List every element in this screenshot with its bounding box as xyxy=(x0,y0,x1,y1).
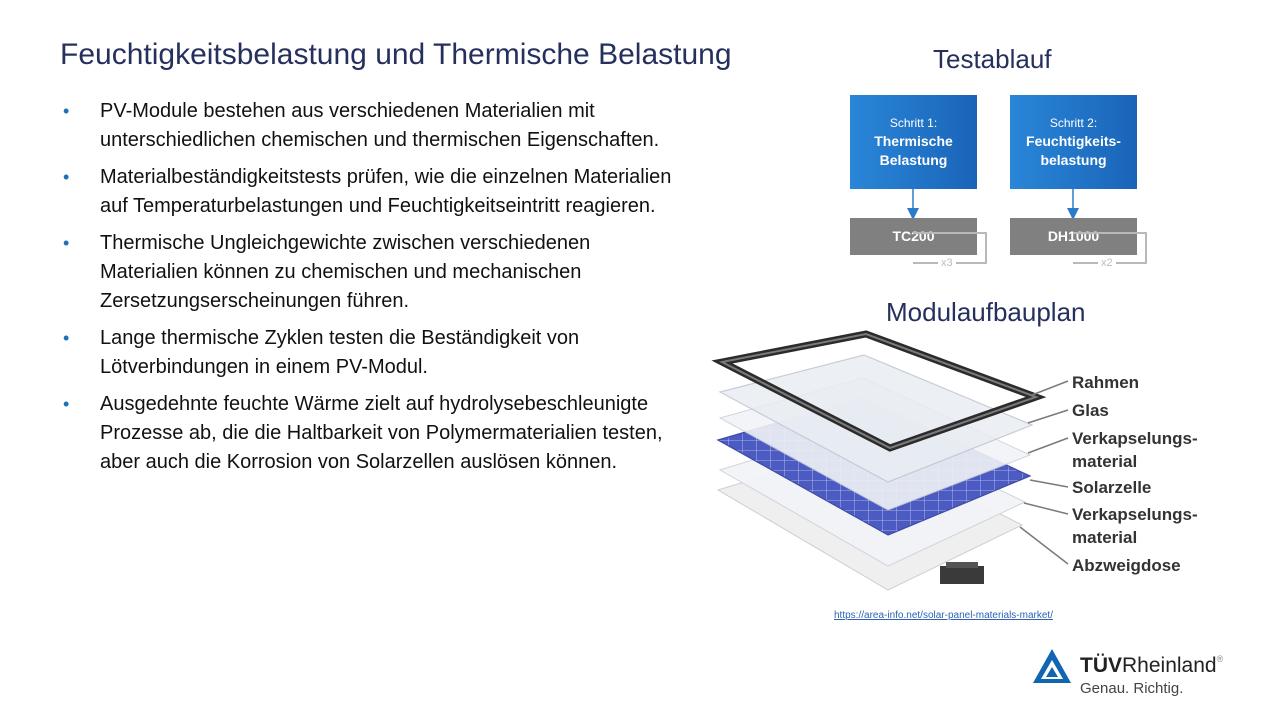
bullet-dot-icon: • xyxy=(63,101,70,121)
step-1-name-line2: Belastung xyxy=(879,152,948,168)
layer-label-encapsulant-lower-1: Verkapselungs- xyxy=(1072,505,1198,524)
bullet-dot-icon: • xyxy=(63,328,70,348)
layer-label-glass: Glas xyxy=(1072,401,1109,420)
layer-label-encapsulant-upper-2: material xyxy=(1072,452,1138,471)
tuv-tagline: Genau. Richtig. xyxy=(1080,680,1184,697)
step-2-name-line2: belastung xyxy=(1040,152,1107,168)
step-2-name-line1: Feuchtigkeits- xyxy=(1026,133,1121,149)
test-dh1000-box: DH1000 xyxy=(1010,218,1137,255)
step-1-name-line1: Thermische xyxy=(874,133,953,149)
bullet-item xyxy=(60,163,690,221)
bullet-item xyxy=(60,97,690,155)
tuv-brand-name xyxy=(1080,654,1223,678)
junction-box-shape xyxy=(940,566,984,584)
leader-line-encapsulant-upper xyxy=(1028,438,1068,453)
leader-line-encapsulant-lower xyxy=(1024,503,1068,514)
tuv-triangle-logo-icon xyxy=(1032,648,1072,684)
layer-label-encapsulant-lower-2: material xyxy=(1072,528,1138,547)
leader-line-glass xyxy=(1028,410,1068,423)
leader-line-frame xyxy=(1032,381,1068,395)
module-layer-diagram xyxy=(700,330,1260,600)
layer-label-junction-box: Abzweigdose xyxy=(1072,556,1181,575)
bullet-text: Thermische Ungleichgewichte zwischen verschiedenen Materialien können zu chemischen und mechanischen Zersetzungserscheinungen führen. xyxy=(100,232,591,312)
layer-label-frame: Rahmen xyxy=(1072,373,1140,392)
repeat-count-2: x2 xyxy=(1098,257,1116,269)
leader-line-junction-box xyxy=(1020,527,1068,564)
test-tc200-box: TC200 xyxy=(850,218,977,255)
bullet-list xyxy=(60,97,690,485)
leader-line-solar-cell xyxy=(1030,480,1068,487)
bullet-text: PV-Module bestehen aus verschiedenen Materialien mit unterschiedlichen chemischen und thermischen Eigenschaften. xyxy=(100,100,660,151)
test-flow-heading: Testablauf xyxy=(933,44,1052,74)
step-1-label: Schritt 1: xyxy=(889,116,938,130)
step-2-box xyxy=(1010,95,1137,189)
slide-title: Feuchtigkeitsbelastung und Thermische Belastung xyxy=(60,38,732,71)
brand-bold: TÜV xyxy=(1080,654,1122,677)
layer-label-encapsulant-upper-1: Verkapselungs- xyxy=(1072,429,1198,448)
source-link[interactable]: https://area-info.net/solar-panel-materials-market/ xyxy=(834,610,1053,621)
bullet-dot-icon: • xyxy=(63,233,70,253)
step-1-box xyxy=(850,95,977,189)
module-plan-heading: Modulaufbauplan xyxy=(886,297,1086,327)
brand-rest: Rheinland xyxy=(1122,654,1217,677)
bullet-item xyxy=(60,324,690,382)
registered-mark: ® xyxy=(1216,654,1224,664)
bullet-item xyxy=(60,390,690,477)
bullet-text: Materialbeständigkeitstests prüfen, wie die einzelnen Materialien auf Temperaturbelastungen und Feuchtigkeitseintritt reagieren. xyxy=(100,166,672,217)
step-2-label: Schritt 2: xyxy=(1049,116,1098,130)
bullet-text: Lange thermische Zyklen testen die Beständigkeit von Lötverbindungen in einem PV-Modul. xyxy=(100,327,580,378)
bullet-item xyxy=(60,229,690,316)
bullet-dot-icon: • xyxy=(63,394,70,414)
bullet-text: Ausgedehnte feuchte Wärme zielt auf hydrolysebeschleunigte Prozesse ab, die die Haltbarkeit von Polymermaterialien testen, aber auch die Korrosion von Solarzellen auslösen können. xyxy=(100,393,663,473)
repeat-count-1: x3 xyxy=(938,257,956,269)
layer-label-solar-cell: Solarzelle xyxy=(1072,478,1152,497)
bullet-dot-icon: • xyxy=(63,167,70,187)
